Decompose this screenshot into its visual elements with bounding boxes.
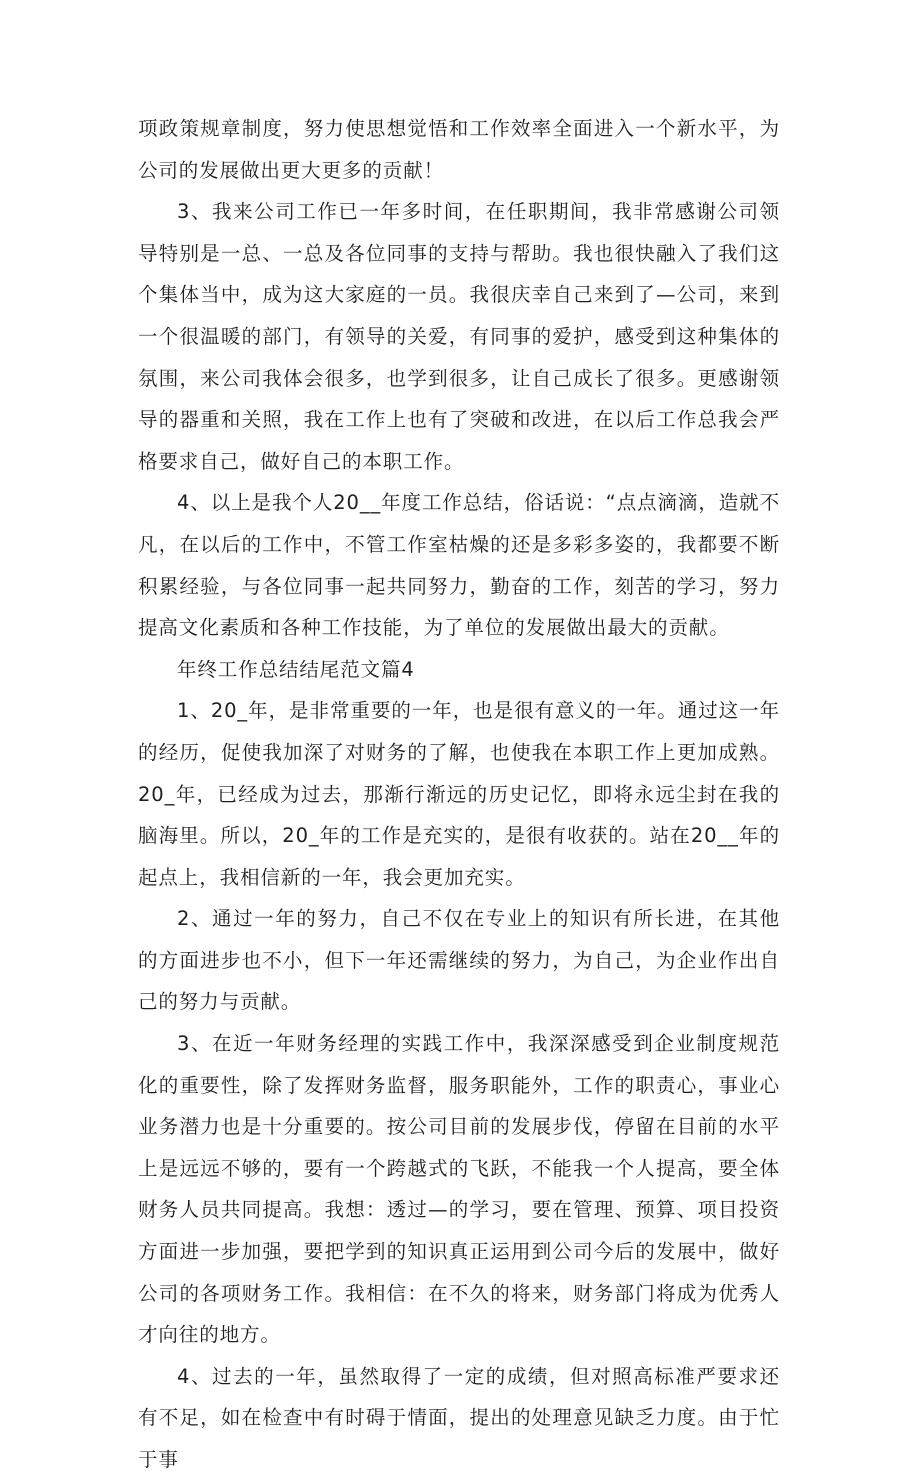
paragraph-item-3-finance: 3、在近一年财务经理的实践工作中，我深深感受到企业制度规范化的重要性，除了发挥财务监督，服务职能外，工作的职责心，事业心业务潜力也是十分重要的。按公司目前的发展步伐，停留在目前的水平上是远远不够的，要有一个跨越式的飞跃，不能我一个人提高，要全体财务人员共同提高。我想：透过—的学习，要在管理、预算、项目投资方面进一步加强，要把学到的知识真正运用到公司今后的发展中，做好公司的各项财务工作。我相信：在不久的将来，财务部门将成为优秀人才向往的地方。 (138, 1032, 780, 1347)
paragraph-item-4-shortcomings: 4、过去的一年，虽然取得了一定的成绩，但对照高标准严要求还有不足，如在检查中有时碍于情面，提出的处理意见缺乏力度。由于忙于事 (138, 1364, 780, 1471)
paragraph-continuation: 项政策规章制度，努力使思想觉悟和工作效率全面进入一个新水平，为公司的发展做出更大更多的贡献！ (138, 117, 780, 182)
document-body (138, 108, 780, 1481)
paragraph-item-1-year: 1、20_年，是非常重要的一年，也是很有意义的一年。通过这一年的经历，促使我加深了对财务的了解，也使我在本职工作上更加成熟。20_年，已经成为过去，那渐行渐远的历史记忆，即将永远尘封在我的脑海里。所以，20_年的工作是充实的，是很有收获的。站在20__年的起点上，我相信新的一年，我会更加充实。 (138, 699, 780, 889)
paragraph-item-3-work-thanks: 3、我来公司工作已一年多时间，在任职期间，我非常感谢公司领导特别是一总、一总及各位同事的支持与帮助。我也很快融入了我们这个集体当中，成为这大家庭的一员。我很庆幸自己来到了—公司，来到一个很温暖的部门，有领导的关爱，有同事的爱护，感受到这种集体的氛围，来公司我体会很多，也学到很多，让自己成长了很多。更感谢领导的器重和关照，我在工作上也有了突破和改进，在以后工作总我会严格要求自己，做好自己的本职工作。 (138, 200, 780, 473)
paragraph-item-2-effort: 2、通过一年的努力，自己不仅在专业上的知识有所长进，在其他的方面进步也不小，但下一年还需继续的努力，为自己，为企业作出自己的努力与贡献。 (138, 907, 780, 1014)
paragraph-item-4-summary: 4、以上是我个人20__年度工作总结，俗话说：“点点滴滴，造就不凡，在以后的工作中，不管工作室枯燥的还是多彩多姿的，我都要不断积累经验，与各位同事一起共同努力，勤奋的工作，刻苦的学习，努力提高文化素质和各种工作技能，为了单位的发展做出最大的贡献。 (138, 491, 780, 640)
section-heading: 年终工作总结结尾范文篇4 (177, 657, 415, 681)
